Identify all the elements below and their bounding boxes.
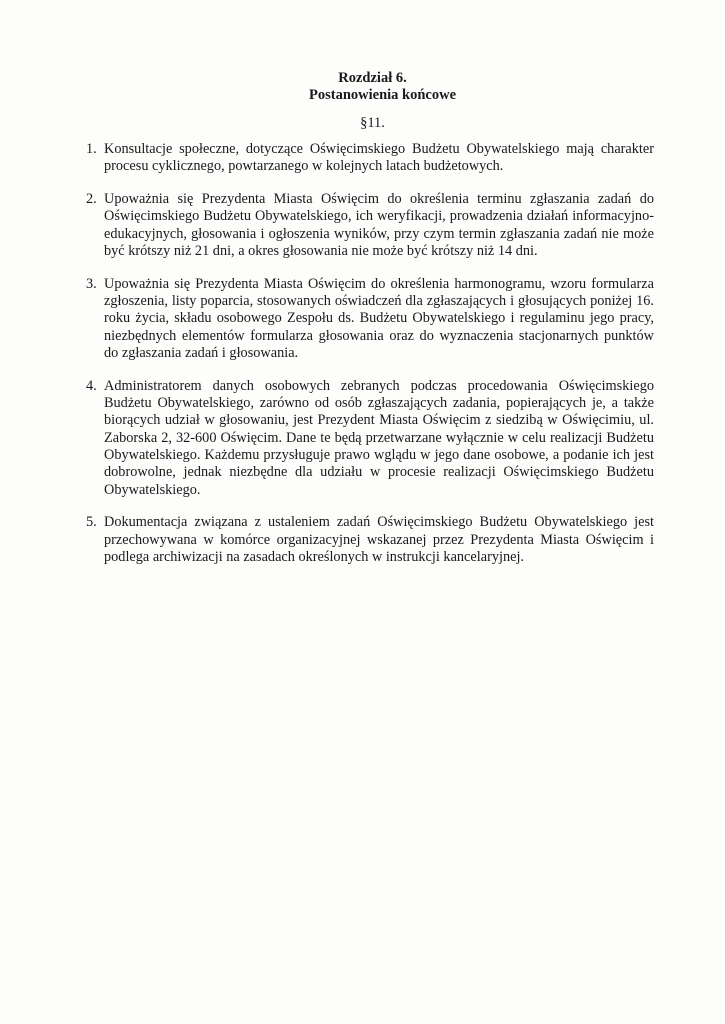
provision-item (86, 378, 654, 499)
provision-text: Upoważnia się Prezydenta Miasta Oświęcim do określenia terminu zgłaszania zadań do Oświęcimskiego Budżetu Obywatelskiego, ich weryfikacji, prowadzenia działań informacyjno-edukacyjnych, głosowania i ogłoszenia wyników, przy czym termin zgłaszania zadań nie może być krótszy niż 21 dni, a okres głosowania nie może być krótszy niż 14 dni. (104, 191, 654, 259)
provisions-list (86, 141, 654, 582)
provision-number: 1. (86, 141, 97, 157)
chapter-title: Postanowienia końcowe (308, 87, 457, 103)
provision-item (86, 191, 654, 260)
provision-number: 3. (86, 275, 97, 292)
provision-number: 4. (86, 377, 97, 394)
provision-text: Administratorem danych osobowych zebranych podczas procedowania Oświęcimskiego Budżetu Obywatelskiego, zarówno od osób zgłaszających zadania, popierających je, a także biorących udział w głosowaniu, jest Prezydent Miasta Oświęcim z siedzibą w Oświęcimiu, ul. Zaborska 2, 32-600 Oświęcim. Dane te będą przetwarzane wyłącznie w celu realizacji Budżetu Obywatelskiego. Każdemu przysługuje prawo wglądu w jego dane osobowe, a podanie ich jest dobrowolne, jednak niezbędne dla udziału w procesie realizacji Oświęcimskiego Budżetu Obywatelskiego. (104, 377, 654, 498)
section-number: §11. (360, 115, 385, 131)
provision-text: Dokumentacja związana z ustaleniem zadań Oświęcimskiego Budżetu Obywatelskiego jest przechowywana w komórce organizacyjnej wskazanej przez Prezydenta Miasta Oświęcim i podlega archiwizacji na zasadach określonych w instrukcji kancelaryjnej. (104, 514, 654, 565)
chapter-heading: Rozdział 6. (338, 70, 407, 86)
provision-text: Upoważnia się Prezydenta Miasta Oświęcim do określenia harmonogramu, wzoru formularza zgłoszenia, listy poparcia, stosowanych oświadczeń dla zgłaszających i głosujących poniżej 16. roku życia, składu osobowego Zespołu ds. Budżetu Obywatelskiego i regulaminu jego pracy, niezbędnych elementów formularza głosowania oraz do wyznaczenia stacjonarnych punktów do zgłaszania zadań i głosowania. (104, 275, 654, 361)
provision-number: 5. (86, 514, 97, 531)
provision-item (86, 514, 654, 566)
provision-number: 2. (86, 191, 97, 208)
provision-text: Konsultacje społeczne, dotyczące Oświęcimskiego Budżetu Obywatelskiego mają charakter procesu cyklicznego, powtarzanego w kolejnych latach budżetowych. (104, 141, 654, 175)
provision-item (86, 276, 654, 362)
provision-item (86, 141, 654, 176)
